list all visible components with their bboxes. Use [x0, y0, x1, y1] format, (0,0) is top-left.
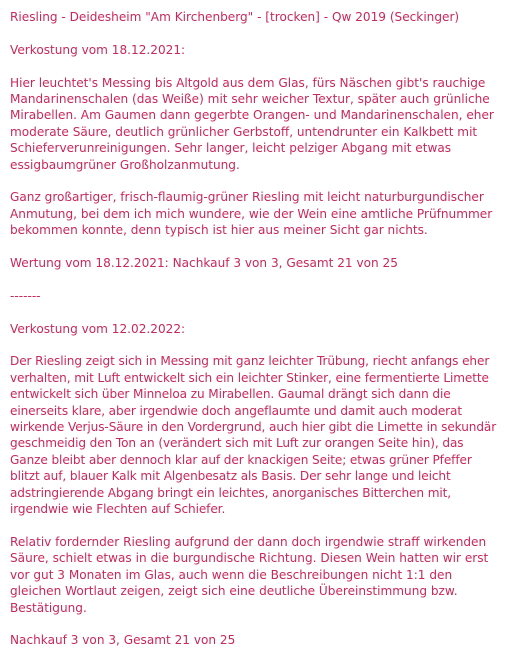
tasting-1-rating: Wertung vom 18.12.2021: Nachkauf 3 von 3, Gesamt 21 von 25 [10, 256, 398, 271]
tasting-2-heading: Verkostung vom 12.02.2022: [10, 321, 186, 336]
tasting-1-heading: Verkostung vom 18.12.2021: [10, 42, 186, 57]
wine-title: Riesling - Deidesheim "Am Kirchenberg" - [trocken] - Qw 2019 (Seckinger) [10, 10, 460, 24]
tasting-2-rating: Nachkauf 3 von 3, Gesamt 21 von 25 [10, 633, 236, 648]
tasting-1-notes: Hier leuchtet's Messing bis Altgold aus dem Glas, fürs Näschen gibt's rauchige Mandarinenschalen (das Weiße) mit sehr weicher Textur, später auch grünliche Mirabellen. Am Gaumen dann gegerbte Orangen- und Mandarinenschalen, eher moderate Säure, deutlich grünlicher Gerbstoff, untendrunter ein Kalkbett mit Schieferverunreinigungen. Sehr langer, leicht pelziger Abgang mit etwas essigbaumgrüner Großholzanmutung. [10, 75, 494, 172]
tasting-2-conclusion: Relativ fordernder Riesling aufgrund der dann doch irgendwie straff wirkenden Säure, schielt etwas in die burgundische Richtung. Diesen Wein hatten wir erst vor gut 3 Monaten im Glas, auch wenn die Beschreibungen nicht 1:1 den gleichen Wortlaut zeigen, zeigt sich eine deutliche Übereinstimmung bzw. Bestätigung. [10, 534, 489, 615]
tasting-1-conclusion: Ganz großartiger, frisch-flaumig-grüner Riesling mit leicht naturburgundischer Anmutung, bei dem ich mich wundere, wie der Wein eine amtliche Prüfnummer bekommen konnte, denn typisch ist hier aus meiner Sicht gar nichts. [10, 190, 493, 238]
tasting-2-notes: Der Riesling zeigt sich in Messing mit ganz leichter Trübung, riecht anfangs eher verhalten, mit Luft entwickelt sich ein leichter Stinker, eine fermentierte Limette entwickelt sich über Minneloa zu Mirabellen. Gaumal drängt sich dann die einerseits klare, aber irgendwie doch angeflaumte und damit auch moderat wirkende Verjus-Säure in den Vordergrund, auch hier gibt die Limette in sekundär geschmeidig den Ton an (verändert sich mit Luft zur orangen Seite hin), das Ganze bleibt aber dennoch klar auf der knackigen Seite; etwas grüner Pfeffer blitzt auf, blauer Kalk mit Algenbesatz als Basis. Der sehr lange und leicht adstringierende Abgang bringt ein leichtes, anorganisches Bitterchen mit, irgendwie wie Flechten auf Schiefer. [10, 354, 497, 517]
separator: ------- [10, 288, 41, 303]
tasting-note-document [10, 9, 504, 649]
